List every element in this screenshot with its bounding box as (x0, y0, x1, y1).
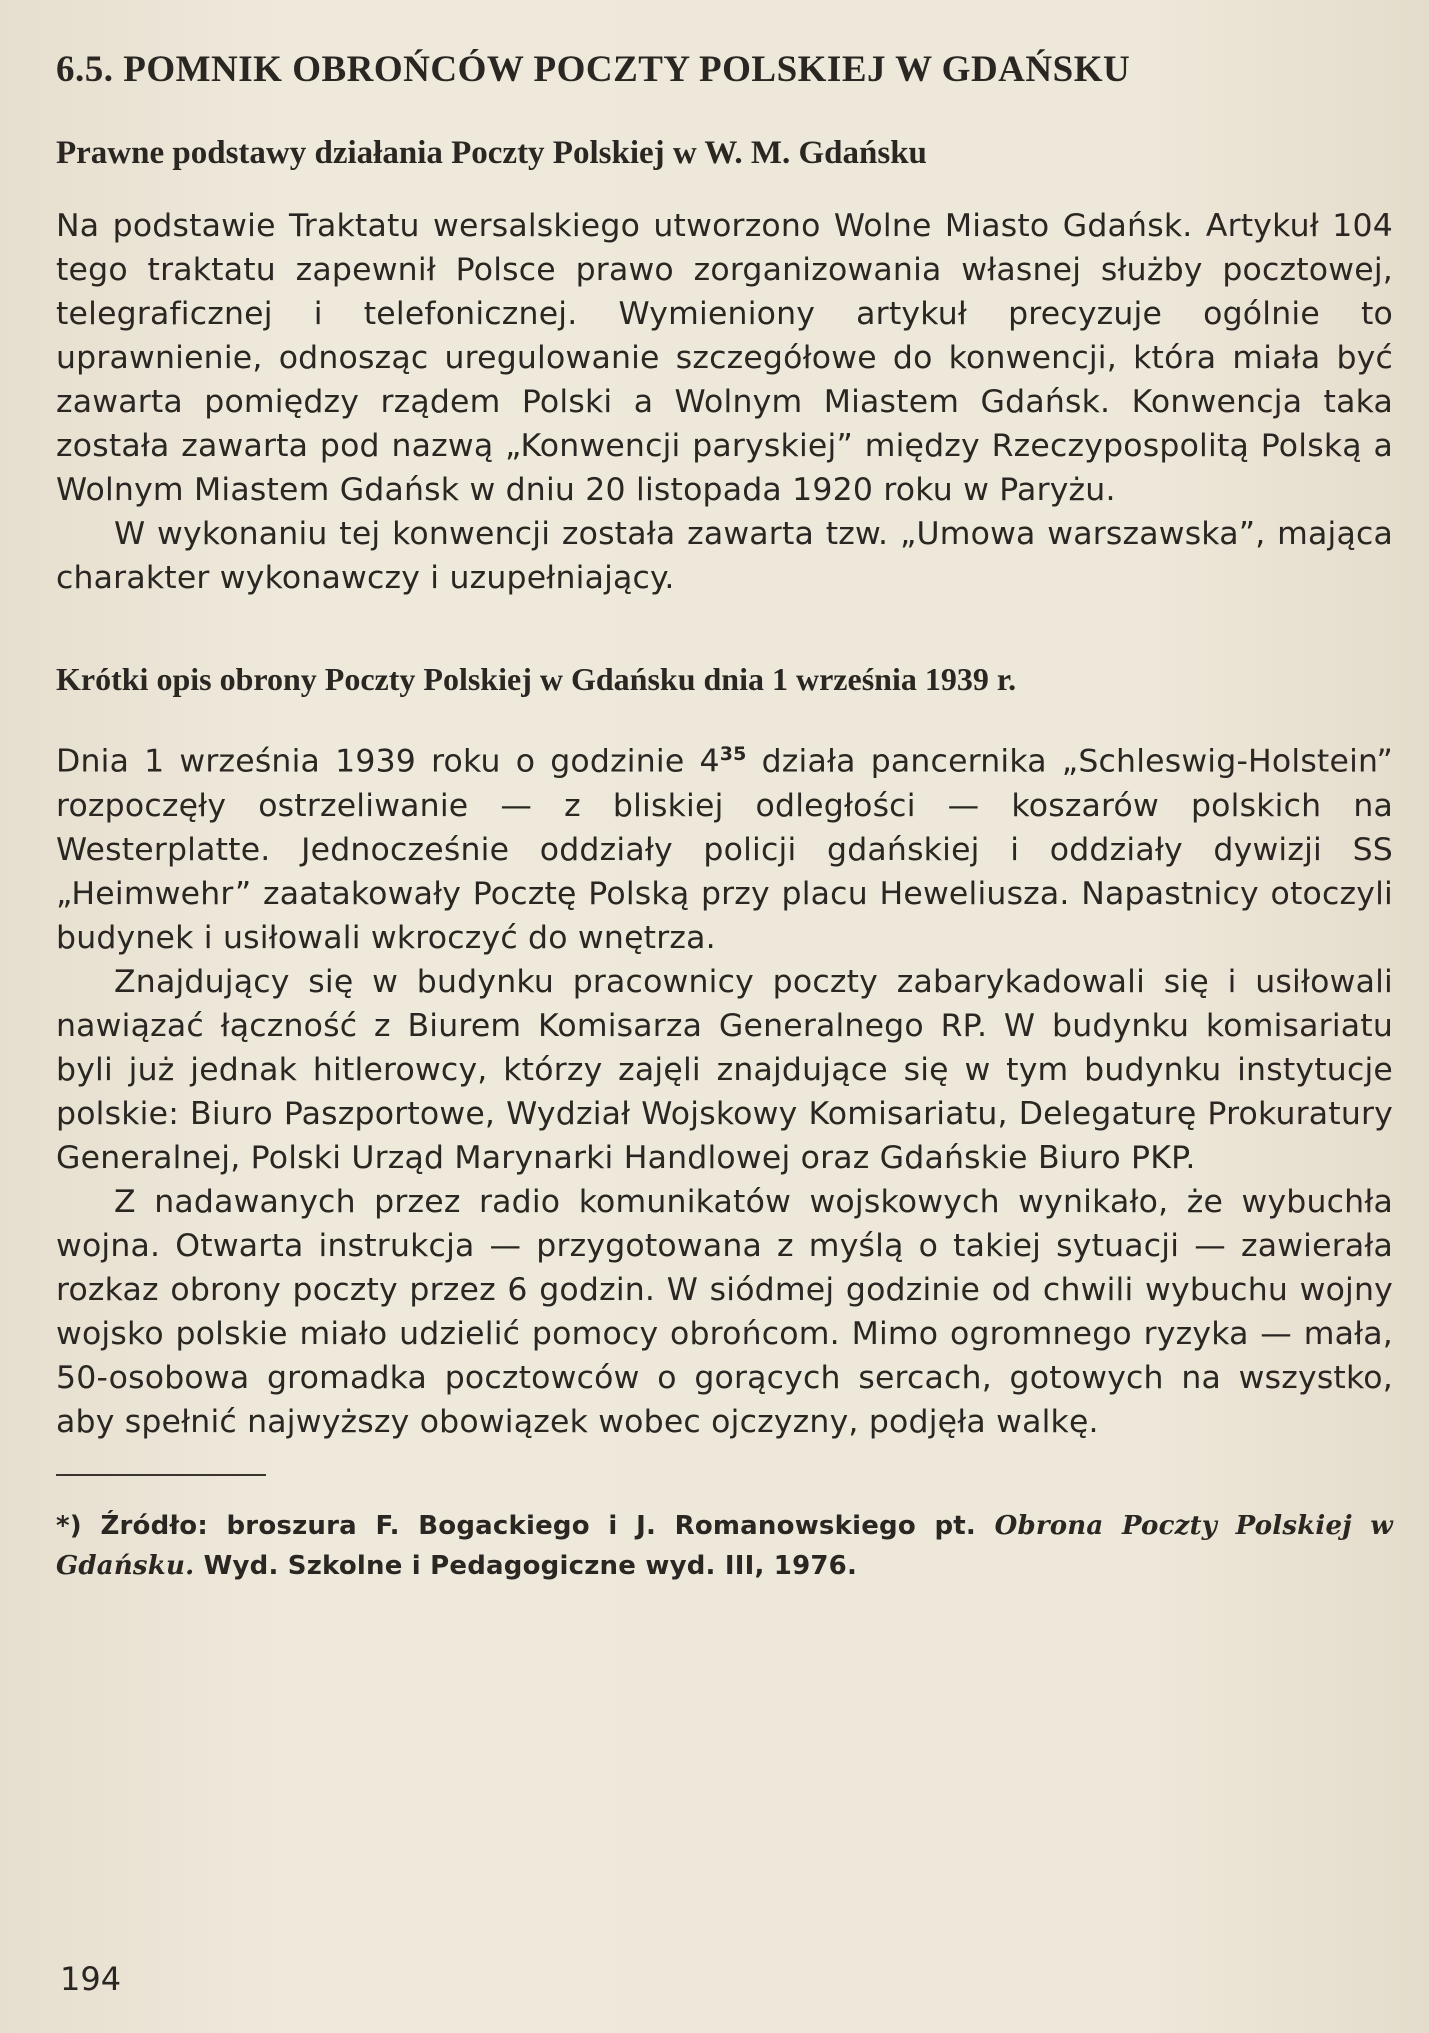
paragraph-attack-start (56, 732, 1393, 960)
paragraph-radio-communiques: Z nadawanych przez radio komunikatów wojskowych wynikało, że wybuchła wojna. Otwarta instrukcja — przygotowana z myślą o takiej sytuacji — zawierała rozkaz obrony poczty przez 6 godzin. W siódmej godzinie od chwili wybuchu wojny wojsko polskie miało udzielić pomocy obrońcom. Mimo ogromnego ryzyka — mała, 50-osobowa gromadka pocztowców o gorących sercach, gotowych na wszystko, aby spełnić najwyższy obowiązek wobec ojczyzny, podjęła walkę. (56, 1183, 1393, 1440)
attack-text-rest: działa pancernika „Schleswig-Holstein” rozpoczęły ostrzeliwanie — z bliskiej odległości — koszarów polskich na Westerplatte. Jednocześnie oddziały policji gdańskiej i oddziały dywizji SS „Heimwehr” zaatakowały Pocztę Polską przy placu Heweliusza. Napastnicy otoczyli budynek i usiłowali wkroczyć do wnętrza. (56, 743, 1393, 956)
attack-text-start: Dnia 1 września 1939 roku o godzinie 4 (56, 743, 720, 780)
footnote-source (56, 1506, 1393, 1586)
paragraph-versailles-treaty: Na podstawie Traktatu wersalskiego utworzono Wolne Miasto Gdańsk. Artykuł 104 tego traktatu zapewnił Polsce prawo zorganizowania własnej służby pocztowej, telegraficznej i telefonicznej. Wymieniony artykuł precyzuje ogólnie to uprawnienie, odnosząc uregulowanie szczegółowe do konwencji, która miała być zawarta pomiędzy rządem Polski a Wolnym Miastem Gdańsk. Konwencja taka została zawarta pod nazwą „Konwencji paryskiej” między Rzeczypospolitą Polską a Wolnym Miastem Gdańsk w dniu 20 listopada 1920 roku w Paryżu. (56, 208, 1393, 508)
footnote-publisher: Wyd. Szkolne i Pedagogiczne wyd. III, 1976. (203, 1550, 858, 1581)
subsection-title-legal-basis: Prawne podstawy działania Poczty Polskiej w W. M. Gdańsku (56, 135, 927, 171)
footnote-prefix: *) Źródło: broszura F. Bogackiego i J. Romanowskiego pt. (56, 1510, 976, 1541)
section-title: 6.5. POMNIK OBROŃCÓW POCZTY POLSKIEJ W GDAŃSKU (56, 49, 1131, 90)
paragraph-barricade: Znajdujący się w budynku pracownicy poczty zabarykadowali się i usiłowali nawiązać łączność z Biurem Komisarza Generalnego RP. W budynku komisariatu byli już jednak hitlerowcy, którzy zajęli znajdujące się w tym budynku instytucje polskie: Biuro Paszportowe, Wydział Wojskowy Komisariatu, Delegaturę Prokuratury Generalnej, Polski Urząd Marynarki Handlowej oraz Gdańskie Biuro PKP. (56, 963, 1393, 1176)
paragraph-warsaw-agreement: W wykonaniu tej konwencji została zawarta tzw. „Umowa warszawska”, mająca charakter wykonawczy i uzupełniający. (56, 516, 1393, 596)
subsection-title-defense-description: Krótki opis obrony Poczty Polskiej w Gdańsku dnia 1 września 1939 r. (56, 661, 1017, 697)
page-number: 194 (60, 1960, 122, 1998)
attack-time-minutes: 35 (719, 743, 747, 765)
footnote-divider (56, 1474, 266, 1476)
footnote-book-title: Obrona Poczty Polskiej w Gdańsku. (56, 1510, 1393, 1581)
